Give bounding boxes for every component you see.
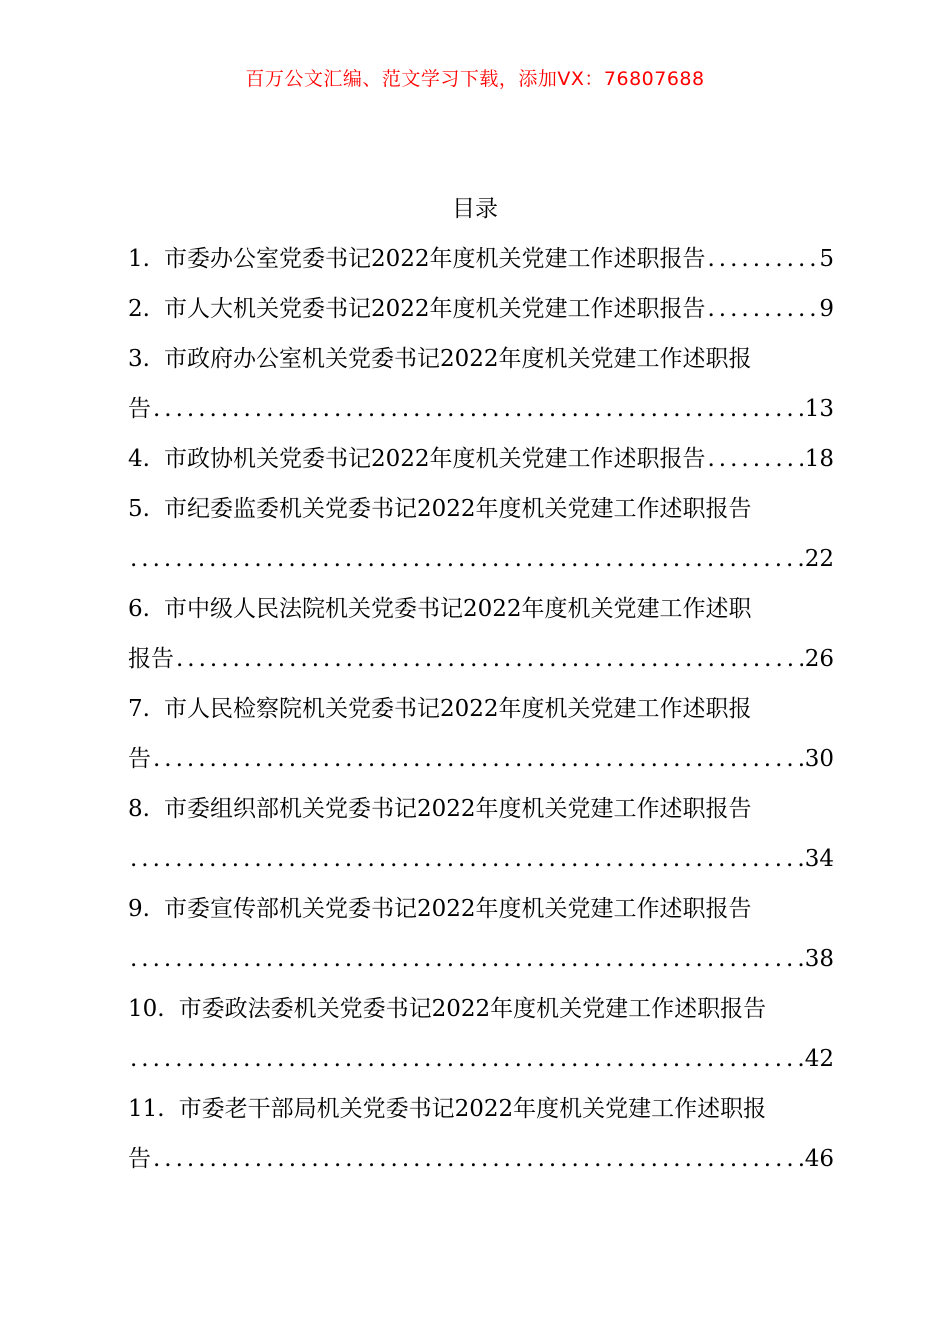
toc-entry-number: 8. — [128, 796, 150, 822]
toc-entry[interactable] — [128, 584, 834, 684]
toc-entry-page: 34 — [804, 846, 834, 872]
toc-entry-title: 市委组织部机关党委书记2022年度机关党建工作述职报告 — [163, 796, 752, 822]
dot-leader — [708, 234, 818, 284]
toc-entry-title-continued: 告 — [128, 1146, 151, 1172]
toc-entry-number: 1. — [128, 246, 150, 272]
dot-leader — [153, 384, 803, 434]
toc-entry[interactable] — [128, 984, 834, 1084]
dot-leader — [130, 1034, 803, 1084]
toc-entry-title: 市委宣传部机关党委书记2022年度机关党建工作述职报告 — [163, 896, 752, 922]
toc-entry-page: 38 — [804, 946, 834, 972]
table-of-contents — [128, 234, 834, 1184]
toc-entry[interactable] — [128, 484, 834, 584]
toc-entry-number: 4. — [128, 446, 150, 472]
toc-entry-number: 7. — [128, 696, 150, 722]
toc-entry-title-continued: 告 — [128, 746, 151, 772]
toc-entry-page: 26 — [804, 646, 834, 672]
toc-entry-title: 市人大机关党委书记2022年度机关党建工作述职报告 — [163, 296, 706, 322]
toc-entry[interactable] — [128, 784, 834, 884]
toc-entry[interactable] — [128, 334, 834, 434]
toc-entry-number: 2. — [128, 296, 150, 322]
toc-entry-page: 5 — [819, 246, 834, 272]
toc-entry-page: 13 — [804, 396, 834, 422]
dot-leader — [708, 284, 818, 334]
toc-entry-page: 22 — [804, 546, 834, 572]
toc-title: 目录 — [452, 196, 498, 222]
toc-entry-title: 市政协机关党委书记2022年度机关党建工作述职报告 — [163, 446, 706, 472]
toc-entry-number: 10. — [128, 996, 165, 1022]
dot-leader — [176, 634, 803, 684]
toc-entry-page: 18 — [804, 446, 834, 472]
dot-leader — [130, 834, 803, 884]
toc-entry-title: 市委政法委机关党委书记2022年度机关党建工作述职报告 — [178, 996, 767, 1022]
toc-entry[interactable] — [128, 1084, 834, 1184]
toc-entry-title: 市政府办公室机关党委书记2022年度机关党建工作述职报 — [163, 346, 752, 372]
toc-entry-title-continued: 告 — [128, 396, 151, 422]
toc-entry[interactable] — [128, 234, 834, 284]
toc-entry-number: 5. — [128, 496, 150, 522]
toc-entry-title-continued: 报告 — [128, 646, 174, 672]
dot-leader — [130, 934, 803, 984]
toc-entry-page: 46 — [804, 1146, 834, 1172]
toc-entry-title: 市委老干部局机关党委书记2022年度机关党建工作述职报 — [178, 1096, 767, 1122]
dot-leader — [130, 534, 803, 584]
toc-entry-number: 11. — [128, 1096, 165, 1122]
toc-entry-page: 42 — [804, 1046, 834, 1072]
dot-leader — [708, 434, 803, 484]
header-banner: 百万公文汇编、范文学习下载，添加VX：76807688 — [245, 68, 705, 90]
toc-entry-title: 市纪委监委机关党委书记2022年度机关党建工作述职报告 — [163, 496, 752, 522]
toc-entry-title: 市委办公室党委书记2022年度机关党建工作述职报告 — [163, 246, 706, 272]
toc-entry-page: 9 — [819, 296, 834, 322]
toc-entry-page: 30 — [804, 746, 834, 772]
toc-entry-number: 6. — [128, 596, 150, 622]
toc-entry-title: 市人民检察院机关党委书记2022年度机关党建工作述职报 — [163, 696, 752, 722]
toc-entry[interactable] — [128, 434, 834, 484]
toc-entry-number: 3. — [128, 346, 150, 372]
toc-entry[interactable] — [128, 284, 834, 334]
toc-entry[interactable] — [128, 884, 834, 984]
dot-leader — [153, 734, 803, 784]
dot-leader — [153, 1134, 803, 1184]
toc-entry-title: 市中级人民法院机关党委书记2022年度机关党建工作述职 — [163, 596, 752, 622]
toc-entry-number: 9. — [128, 896, 150, 922]
toc-entry[interactable] — [128, 684, 834, 784]
